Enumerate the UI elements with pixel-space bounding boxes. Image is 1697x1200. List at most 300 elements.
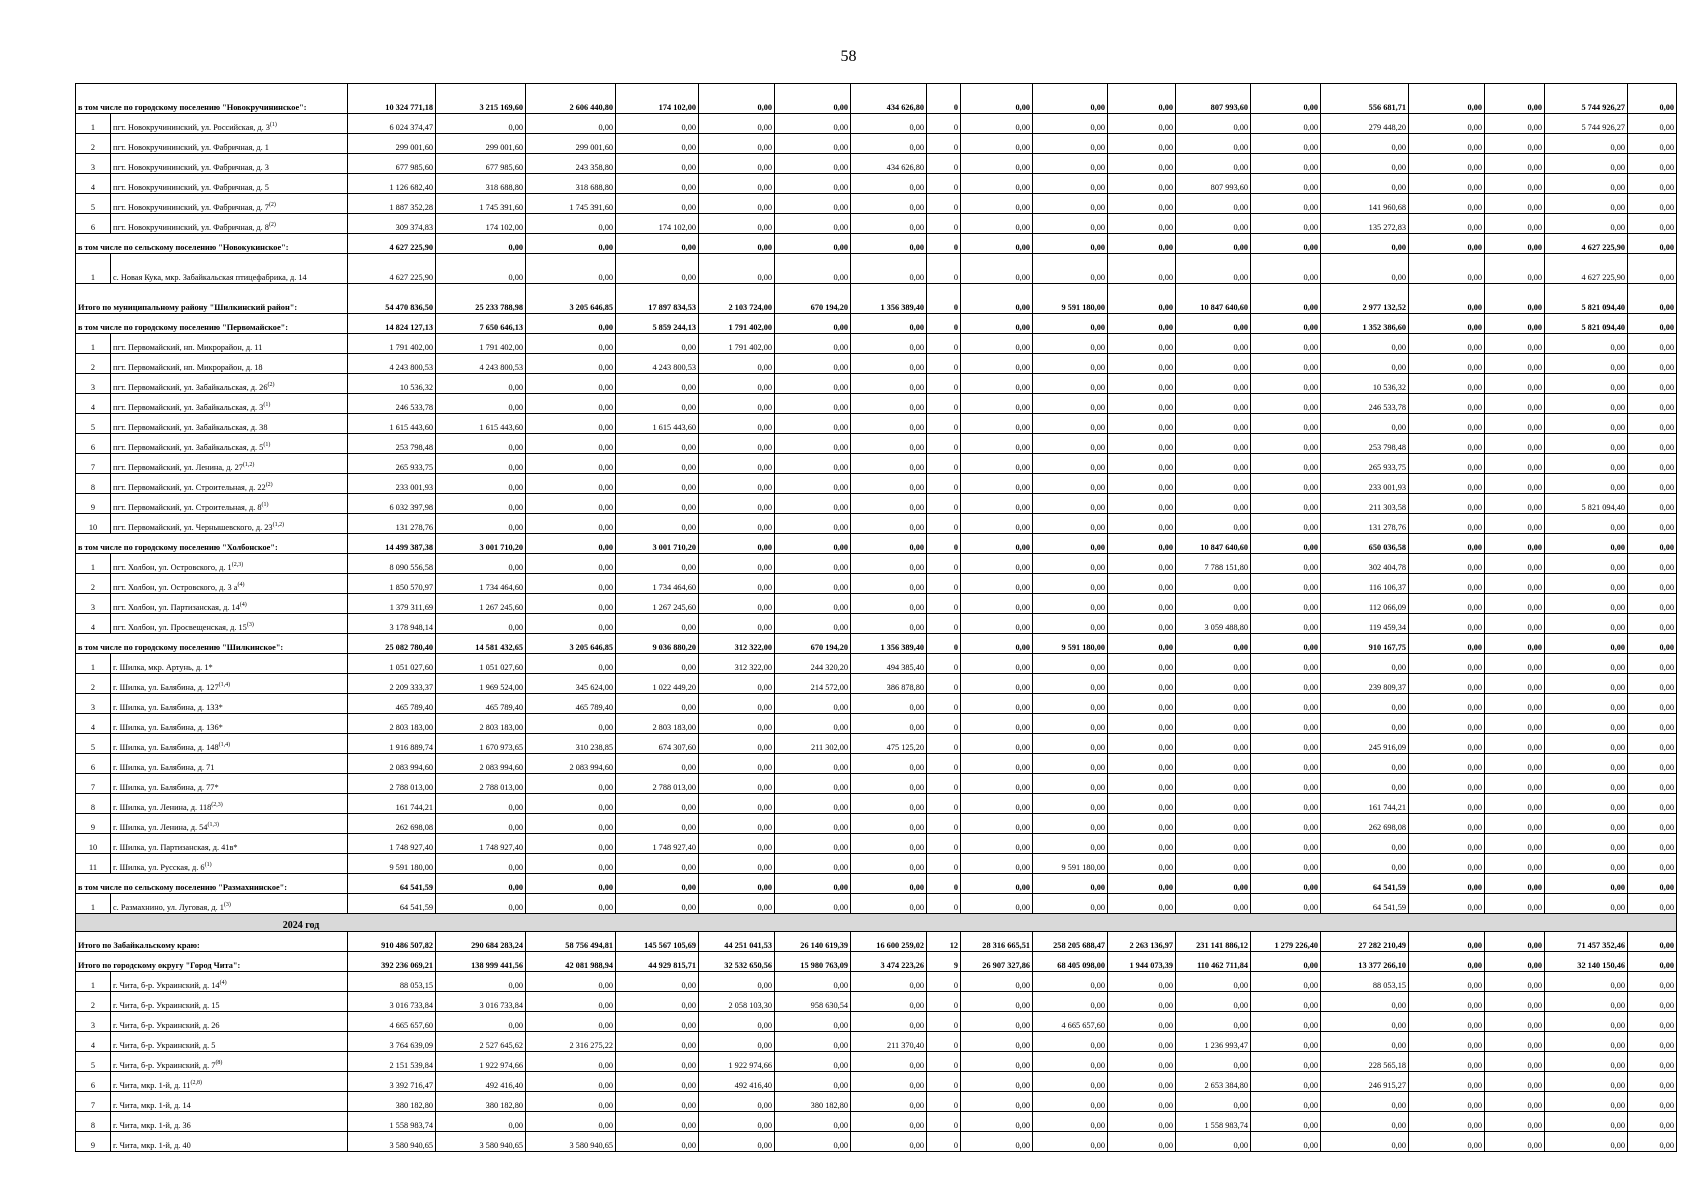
value-cell: 0,00 <box>1409 354 1485 374</box>
value-cell: 0,00 <box>526 354 616 374</box>
value-cell: 0 <box>927 814 961 834</box>
value-cell: 0,00 <box>699 154 775 174</box>
value-cell: 0,00 <box>1033 674 1108 694</box>
value-cell: 0,00 <box>1108 1032 1176 1052</box>
value-cell: 0,00 <box>1485 414 1545 434</box>
value-cell: 0,00 <box>699 434 775 454</box>
value-cell: 0,00 <box>1628 194 1677 214</box>
value-cell: 0 <box>927 534 961 554</box>
value-cell: 0,00 <box>1485 514 1545 534</box>
value-cell: 0,00 <box>1628 134 1677 154</box>
value-cell: 0,00 <box>1545 874 1628 894</box>
value-cell: 0,00 <box>616 194 699 214</box>
address-cell <box>111 794 348 814</box>
address-cell <box>111 114 348 134</box>
value-cell: 0,00 <box>1251 154 1321 174</box>
value-cell: 0,00 <box>1033 254 1108 284</box>
value-cell: 0 <box>927 434 961 454</box>
value-cell: 174 102,00 <box>616 84 699 114</box>
year-heading-label: 2024 год <box>282 919 320 931</box>
value-cell: 0,00 <box>1176 354 1251 374</box>
footnote-marker: (1) <box>269 122 277 129</box>
table-row <box>76 434 1677 454</box>
value-cell: 0,00 <box>436 494 526 514</box>
value-cell: 0,00 <box>851 254 927 284</box>
value-cell: 0 <box>927 1072 961 1092</box>
value-cell: 0,00 <box>1628 932 1677 952</box>
value-cell: 2 083 994,60 <box>526 754 616 774</box>
row-number: 6 <box>76 434 111 454</box>
value-cell: 0 <box>927 1112 961 1132</box>
value-cell: 0,00 <box>851 1112 927 1132</box>
address-cell <box>111 414 348 434</box>
table-row <box>76 154 1677 174</box>
footnote-marker: (1,2) <box>272 522 285 529</box>
value-cell: 0,00 <box>1251 1052 1321 1072</box>
table-row <box>76 992 1677 1012</box>
table-row <box>76 614 1677 634</box>
value-cell: 0,00 <box>1485 554 1545 574</box>
row-number: 1 <box>76 334 111 354</box>
value-cell: 0 <box>927 674 961 694</box>
footnote-marker: (8) <box>215 1060 223 1067</box>
value-cell: 0,00 <box>1485 154 1545 174</box>
subtotal-row <box>76 634 1677 654</box>
value-cell: 0,00 <box>1409 84 1485 114</box>
row-number: 10 <box>76 514 111 534</box>
value-cell: 0,00 <box>699 614 775 634</box>
address-cell <box>111 214 348 234</box>
row-number: 1 <box>76 654 111 674</box>
value-cell: 0,00 <box>1545 754 1628 774</box>
value-cell: 2 803 183,00 <box>348 714 436 734</box>
table-row <box>76 814 1677 834</box>
value-cell: 5 744 926,27 <box>1545 114 1628 134</box>
value-cell: 0,00 <box>1321 1112 1409 1132</box>
value-cell: 0,00 <box>961 154 1033 174</box>
value-cell: 0,00 <box>1545 434 1628 454</box>
value-cell: 0,00 <box>1545 374 1628 394</box>
value-cell: 0,00 <box>775 1132 851 1152</box>
value-cell: 677 985,60 <box>436 154 526 174</box>
value-cell: 0 <box>927 634 961 654</box>
address-text: г. Чита, мкр. 1-й, д. 11 <box>113 1081 191 1091</box>
value-cell: 0,00 <box>961 714 1033 734</box>
value-cell: 0,00 <box>1628 1072 1677 1092</box>
value-cell: 0 <box>927 84 961 114</box>
value-cell: 0,00 <box>1176 674 1251 694</box>
value-cell: 0,00 <box>1251 1092 1321 1112</box>
value-cell: 0,00 <box>1033 1072 1108 1092</box>
value-cell: 25 082 780,40 <box>348 634 436 654</box>
value-cell: 0,00 <box>851 854 927 874</box>
value-cell: 0,00 <box>1033 174 1108 194</box>
value-cell: 1 745 391,60 <box>436 194 526 214</box>
value-cell: 0,00 <box>1628 1052 1677 1072</box>
value-cell: 910 167,75 <box>1321 634 1409 654</box>
value-cell: 0,00 <box>1251 414 1321 434</box>
value-cell: 0,00 <box>1108 754 1176 774</box>
value-cell: 0 <box>927 284 961 314</box>
value-cell: 0,00 <box>851 574 927 594</box>
value-cell: 807 993,60 <box>1176 84 1251 114</box>
value-cell: 2 803 183,00 <box>616 714 699 734</box>
value-cell: 0,00 <box>1628 1032 1677 1052</box>
value-cell: 0,00 <box>526 794 616 814</box>
row-number: 2 <box>76 674 111 694</box>
value-cell: 0,00 <box>1108 694 1176 714</box>
value-cell: 0,00 <box>1409 972 1485 992</box>
value-cell: 0,00 <box>775 154 851 174</box>
value-cell: 0,00 <box>961 374 1033 394</box>
value-cell: 0,00 <box>1033 1052 1108 1072</box>
value-cell: 3 205 646,85 <box>526 284 616 314</box>
value-cell: 0,00 <box>1251 174 1321 194</box>
value-cell: 0,00 <box>1251 734 1321 754</box>
value-cell: 0,00 <box>526 114 616 134</box>
address-text: г. Шилка, ул. Русская, д. 6 <box>113 863 205 873</box>
value-cell: 0,00 <box>699 354 775 374</box>
value-cell: 0,00 <box>1409 1012 1485 1032</box>
value-cell: 0,00 <box>1409 374 1485 394</box>
row-number: 3 <box>76 694 111 714</box>
value-cell: 2 803 183,00 <box>436 714 526 734</box>
value-cell: 0,00 <box>961 174 1033 194</box>
value-cell: 0,00 <box>1409 314 1485 334</box>
value-cell: 0,00 <box>1545 972 1628 992</box>
value-cell: 0,00 <box>1628 554 1677 574</box>
value-cell: 0,00 <box>961 614 1033 634</box>
value-cell: 0,00 <box>1108 674 1176 694</box>
value-cell: 0,00 <box>775 554 851 574</box>
value-cell: 0,00 <box>1545 614 1628 634</box>
value-cell: 0,00 <box>851 754 927 774</box>
value-cell: 1 615 443,60 <box>436 414 526 434</box>
value-cell: 0,00 <box>1545 414 1628 434</box>
footnote-marker: (1,3) <box>207 822 219 829</box>
value-cell: 0,00 <box>961 454 1033 474</box>
value-cell: 0,00 <box>616 114 699 134</box>
address-cell <box>111 174 348 194</box>
subtotal-row <box>76 234 1677 254</box>
value-cell: 310 238,85 <box>526 734 616 754</box>
value-cell: 9 591 180,00 <box>1033 634 1108 654</box>
address-text: г. Шилка, ул. Балябина, д. 136* <box>113 723 223 733</box>
value-cell: 0,00 <box>1033 774 1108 794</box>
value-cell: 0,00 <box>1176 634 1251 654</box>
value-cell: 0,00 <box>1628 952 1677 972</box>
table-row <box>76 174 1677 194</box>
value-cell: 0,00 <box>1409 634 1485 654</box>
value-cell: 26 140 619,39 <box>775 932 851 952</box>
value-cell: 4 627 225,90 <box>1545 234 1628 254</box>
value-cell: 0,00 <box>1108 134 1176 154</box>
value-cell: 0,00 <box>1251 952 1321 972</box>
value-cell: 0,00 <box>775 494 851 514</box>
value-cell: 0,00 <box>1108 874 1176 894</box>
value-cell: 0,00 <box>851 214 927 234</box>
value-cell: 265 933,75 <box>348 454 436 474</box>
address-cell <box>111 854 348 874</box>
value-cell: 1 615 443,60 <box>616 414 699 434</box>
address-text: г. Шилка, ул. Ленина, д. 118 <box>113 803 212 813</box>
value-cell: 0,00 <box>1033 534 1108 554</box>
address-text: г. Шилка, ул. Балябина, д. 127 <box>113 683 219 693</box>
value-cell: 0,00 <box>1251 354 1321 374</box>
value-cell: 0,00 <box>616 694 699 714</box>
value-cell: 494 385,40 <box>851 654 927 674</box>
value-cell: 32 140 150,46 <box>1545 952 1628 972</box>
value-cell: 0,00 <box>436 394 526 414</box>
value-cell: 0,00 <box>1628 814 1677 834</box>
value-cell: 71 457 352,46 <box>1545 932 1628 952</box>
value-cell: 0,00 <box>961 314 1033 334</box>
value-cell: 0,00 <box>851 1132 927 1152</box>
row-number: 8 <box>76 1112 111 1132</box>
value-cell: 0,00 <box>436 474 526 494</box>
value-cell: 0,00 <box>526 714 616 734</box>
group-label: в том числе по городскому поселению "Новокручининское": <box>76 84 348 114</box>
value-cell: 2 209 333,37 <box>348 674 436 694</box>
value-cell: 0,00 <box>775 694 851 714</box>
value-cell: 0,00 <box>1628 514 1677 534</box>
value-cell: 15 980 763,09 <box>775 952 851 972</box>
value-cell: 0,00 <box>1628 414 1677 434</box>
row-number: 1 <box>76 254 111 284</box>
value-cell: 0,00 <box>1251 972 1321 992</box>
value-cell: 0,00 <box>436 234 526 254</box>
address-text: с. Размахнино, ул. Луговая, д. 1 <box>113 903 224 913</box>
value-cell: 0,00 <box>1628 594 1677 614</box>
address-cell <box>111 694 348 714</box>
value-cell: 0,00 <box>851 614 927 634</box>
value-cell: 1 887 352,28 <box>348 194 436 214</box>
address-text: с. Новая Кука, мкр. Забайкальская птицефабрика, д. 14 <box>113 273 307 283</box>
value-cell: 380 182,80 <box>436 1092 526 1112</box>
value-cell: 0,00 <box>1321 754 1409 774</box>
value-cell: 318 688,80 <box>436 174 526 194</box>
address-text: г. Шилка, ул. Балябина, д. 71 <box>113 763 215 773</box>
value-cell: 1 916 889,74 <box>348 734 436 754</box>
table-row <box>76 1072 1677 1092</box>
value-cell: 0,00 <box>1628 394 1677 414</box>
value-cell: 0 <box>927 854 961 874</box>
value-cell: 0 <box>927 874 961 894</box>
value-cell: 0,00 <box>851 174 927 194</box>
value-cell: 0 <box>927 154 961 174</box>
value-cell: 0,00 <box>1485 474 1545 494</box>
address-cell <box>111 1052 348 1072</box>
value-cell: 0,00 <box>616 374 699 394</box>
value-cell: 0,00 <box>1033 234 1108 254</box>
value-cell: 0,00 <box>851 794 927 814</box>
value-cell: 492 416,40 <box>436 1072 526 1092</box>
value-cell: 1 850 570,97 <box>348 574 436 594</box>
value-cell: 0,00 <box>1321 834 1409 854</box>
value-cell: 0,00 <box>616 874 699 894</box>
value-cell: 0,00 <box>1176 794 1251 814</box>
address-cell <box>111 454 348 474</box>
value-cell: 0,00 <box>1033 1032 1108 1052</box>
value-cell: 239 809,37 <box>1321 674 1409 694</box>
table-row <box>76 594 1677 614</box>
value-cell: 0,00 <box>1251 434 1321 454</box>
value-cell: 0 <box>927 374 961 394</box>
value-cell: 0,00 <box>1033 654 1108 674</box>
value-cell: 0,00 <box>775 894 851 914</box>
value-cell: 0,00 <box>775 114 851 134</box>
value-cell: 1 615 443,60 <box>348 414 436 434</box>
value-cell: 3 392 716,47 <box>348 1072 436 1092</box>
value-cell: 4 243 800,53 <box>348 354 436 374</box>
address-text: пгт. Новокручининский, ул. Фабричная, д. 3 <box>113 163 269 173</box>
value-cell: 262 698,08 <box>348 814 436 834</box>
value-cell: 0,00 <box>851 834 927 854</box>
address-cell <box>111 614 348 634</box>
value-cell: 0,00 <box>1251 194 1321 214</box>
address-text: пгт. Новокручининский, ул. Фабричная, д. 8 <box>113 223 269 233</box>
value-cell: 0,00 <box>699 234 775 254</box>
row-number: 3 <box>76 1012 111 1032</box>
value-cell: 5 821 094,40 <box>1545 314 1628 334</box>
table-row <box>76 1052 1677 1072</box>
value-cell: 0,00 <box>526 334 616 354</box>
value-cell: 0,00 <box>1176 992 1251 1012</box>
value-cell: 0,00 <box>699 174 775 194</box>
value-cell: 2 083 994,60 <box>436 754 526 774</box>
value-cell: 0,00 <box>526 654 616 674</box>
value-cell: 0,00 <box>1108 114 1176 134</box>
value-cell: 0,00 <box>526 992 616 1012</box>
value-cell: 2 788 013,00 <box>616 774 699 794</box>
value-cell: 0,00 <box>1108 234 1176 254</box>
value-cell: 3 215 169,60 <box>436 84 526 114</box>
value-cell: 0,00 <box>1033 154 1108 174</box>
value-cell: 0,00 <box>775 454 851 474</box>
address-text: пгт. Новокручининский, ул. Российская, д. 3 <box>113 123 270 133</box>
value-cell: 0,00 <box>616 334 699 354</box>
value-cell: 0,00 <box>1485 694 1545 714</box>
value-cell: 1 922 974,66 <box>699 1052 775 1072</box>
table-row <box>76 714 1677 734</box>
value-cell: 0,00 <box>616 754 699 774</box>
value-cell: 0,00 <box>1108 314 1176 334</box>
value-cell: 0,00 <box>526 854 616 874</box>
value-cell: 0,00 <box>1108 394 1176 414</box>
value-cell: 14 499 387,38 <box>348 534 436 554</box>
value-cell: 0,00 <box>961 1012 1033 1032</box>
value-cell: 64 541,59 <box>348 894 436 914</box>
value-cell: 0,00 <box>1108 554 1176 574</box>
address-text: г. Шилка, ул. Балябина, д. 148 <box>113 743 219 753</box>
value-cell: 4 243 800,53 <box>616 354 699 374</box>
value-cell: 0,00 <box>526 394 616 414</box>
value-cell: 0,00 <box>1176 654 1251 674</box>
value-cell: 0,00 <box>1108 514 1176 534</box>
value-cell: 0,00 <box>1628 674 1677 694</box>
value-cell: 0,00 <box>1628 114 1677 134</box>
value-cell: 2 788 013,00 <box>436 774 526 794</box>
value-cell: 0,00 <box>616 234 699 254</box>
value-cell: 302 404,78 <box>1321 554 1409 574</box>
value-cell: 0,00 <box>699 134 775 154</box>
value-cell: 0,00 <box>526 554 616 574</box>
value-cell: 0,00 <box>699 754 775 774</box>
value-cell: 0,00 <box>775 794 851 814</box>
table-row <box>76 794 1677 814</box>
value-cell: 345 624,00 <box>526 674 616 694</box>
value-cell: 3 016 733,84 <box>436 992 526 1012</box>
value-cell: 0,00 <box>1108 774 1176 794</box>
value-cell: 0,00 <box>1628 834 1677 854</box>
address-text: г. Шилка, ул. Партизанская, д. 41в* <box>113 843 238 853</box>
value-cell: 0,00 <box>1545 654 1628 674</box>
value-cell: 0,00 <box>961 534 1033 554</box>
value-cell: 2 527 645,62 <box>436 1032 526 1052</box>
value-cell: 0,00 <box>961 554 1033 574</box>
value-cell: 0,00 <box>851 1072 927 1092</box>
value-cell: 0,00 <box>775 972 851 992</box>
value-cell: 0,00 <box>1545 334 1628 354</box>
value-cell: 0,00 <box>526 1092 616 1112</box>
value-cell: 0,00 <box>851 494 927 514</box>
value-cell: 0,00 <box>616 514 699 534</box>
value-cell: 465 789,40 <box>348 694 436 714</box>
value-cell: 1 748 927,40 <box>436 834 526 854</box>
address-cell <box>111 154 348 174</box>
value-cell: 0,00 <box>616 134 699 154</box>
value-cell: 0 <box>927 234 961 254</box>
value-cell: 0,00 <box>616 1092 699 1112</box>
value-cell: 0,00 <box>1108 574 1176 594</box>
value-cell: 0,00 <box>1033 414 1108 434</box>
subtotal-row <box>76 932 1677 952</box>
value-cell: 0,00 <box>616 1012 699 1032</box>
address-cell <box>111 1092 348 1112</box>
value-cell: 0,00 <box>961 634 1033 654</box>
value-cell: 3 001 710,20 <box>436 534 526 554</box>
value-cell: 0,00 <box>1033 334 1108 354</box>
address-cell <box>111 992 348 1012</box>
value-cell: 246 915,27 <box>1321 1072 1409 1092</box>
address-text: г. Чита, б-р. Украинский, д. 26 <box>113 1021 220 1031</box>
value-cell: 0,00 <box>1545 814 1628 834</box>
value-cell: 0,00 <box>1409 794 1485 814</box>
value-cell: 0,00 <box>1176 574 1251 594</box>
value-cell: 0,00 <box>1321 334 1409 354</box>
value-cell: 312 322,00 <box>699 634 775 654</box>
value-cell: 0,00 <box>1108 154 1176 174</box>
value-cell: 0,00 <box>851 992 927 1012</box>
value-cell: 0,00 <box>616 474 699 494</box>
footnote-marker: (1,2) <box>242 462 255 469</box>
address-text: пгт. Холбон, ул. Островского, д. 3 а <box>113 583 238 593</box>
subtotal-row <box>76 314 1677 334</box>
value-cell: 0,00 <box>1485 194 1545 214</box>
value-cell: 386 878,80 <box>851 674 927 694</box>
value-cell: 0,00 <box>1033 494 1108 514</box>
value-cell: 32 532 650,56 <box>699 952 775 972</box>
value-cell: 0,00 <box>1628 434 1677 454</box>
value-cell: 0,00 <box>851 354 927 374</box>
group-label: в том числе по городскому поселению "Шилкинское": <box>76 634 348 654</box>
value-cell: 0,00 <box>1176 1052 1251 1072</box>
value-cell: 0,00 <box>851 594 927 614</box>
value-cell: 110 462 711,84 <box>1176 952 1251 972</box>
value-cell: 0,00 <box>1409 154 1485 174</box>
value-cell: 0,00 <box>775 774 851 794</box>
value-cell: 0 <box>927 794 961 814</box>
